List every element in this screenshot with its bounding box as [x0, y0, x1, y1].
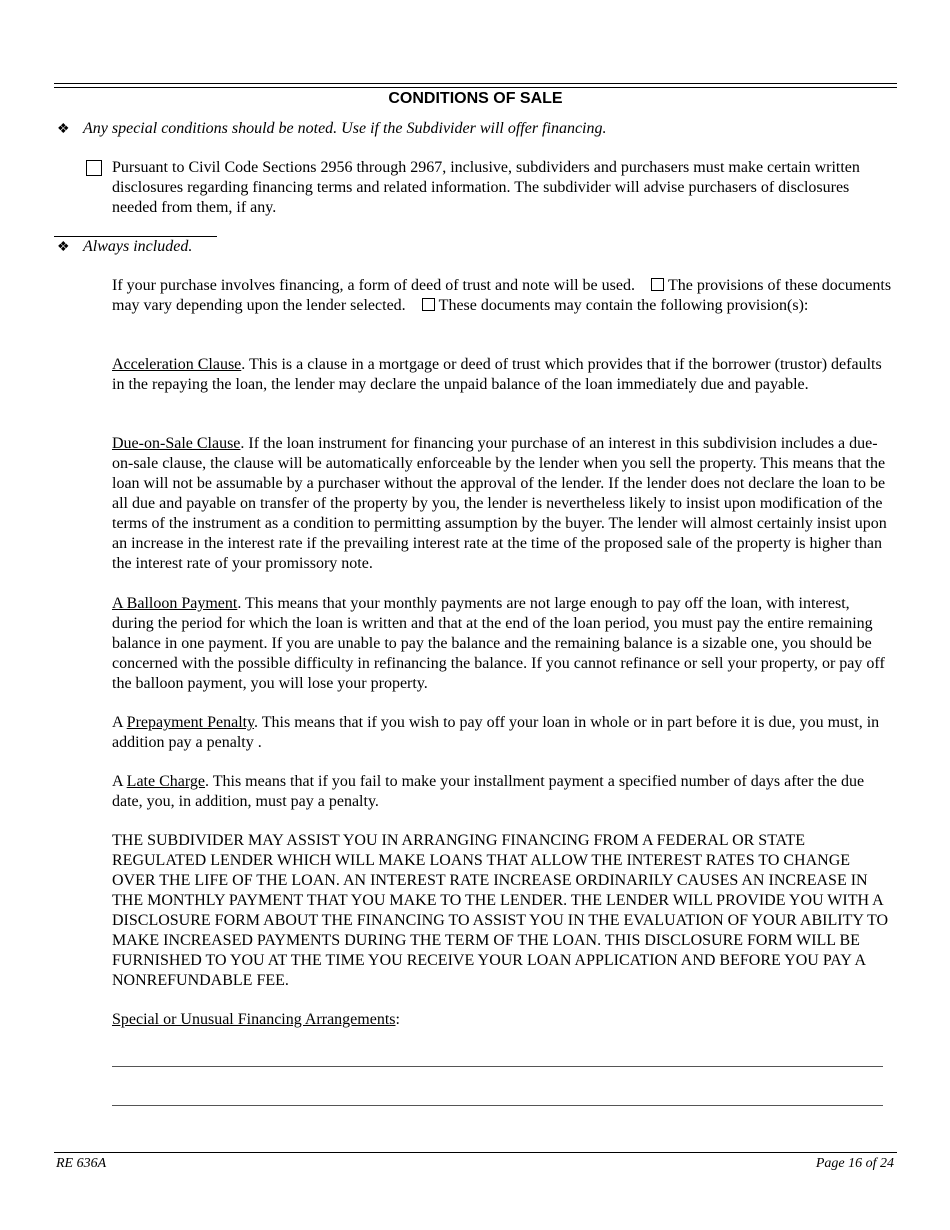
due-on-sale-term: Due-on-Sale Clause: [112, 435, 241, 452]
late-charge-prefix: A: [112, 773, 127, 790]
civil-code-checkbox[interactable]: [86, 160, 102, 176]
acceleration-paragraph: [112, 355, 892, 395]
diamond-bullet-icon: ❖: [57, 240, 70, 255]
acceleration-text: . This is a clause in a mortgage or deed of trust which provides that if the borrower (trustor) defaults in the repaying the loan, the lender may declare the unpaid balance of the loan immediately due and payable.: [112, 356, 882, 393]
footer-rule: [54, 1152, 897, 1153]
special-financing-term: Special or Unusual Financing Arrangements: [112, 1011, 396, 1028]
adjustable-rate-notice: THE SUBDIVIDER MAY ASSIST YOU IN ARRANGING FINANCING FROM A FEDERAL OR STATE REGULATED LENDER WHICH WILL MAKE LOANS THAT ALLOW THE INTEREST RATES TO CHANGE OVER THE LIFE OF THE LOAN. AN INTEREST RATE INCREASE ORDINARILY CAUSES AN INCREASE IN THE MONTHLY PAYMENT THAT YOU MAKE TO THE LENDER. THE LENDER WILL PROVIDE YOU WITH A DISCLOSURE FORM ABOUT THE FINANCING TO ASSIST YOU IN THE EVALUATION OF YOUR ABILITY TO MAKE INCREASED PAYMENTS DURING THE TERM OF THE LOAN. THIS DISCLOSURE FORM WILL BE FURNISHED TO YOU AT THE TIME YOU RECEIVE YOUR LOAN APPLICATION AND BEFORE YOU PAY A NONREFUNDABLE FEE.: [112, 832, 889, 989]
balloon-text: . This means that your monthly payments are not large enough to pay off the loan, with interest, during the period for which the loan is written and that at the end of the loan period, you must pay the entire remaining balance in one payment. If you are unable to pay the balance and the remaining balance is a sizable one, you should be concerned with the possible difficulty in refinancing the balance. If you cannot refinance or sell your property, or pay off the balloon payment, you will lose your property.: [112, 595, 885, 692]
special-financing-label: [112, 1010, 892, 1030]
balloon-term: A Balloon Payment: [112, 595, 238, 612]
top-double-rule-upper: [54, 83, 897, 84]
due-on-sale-text: . If the loan instrument for financing your purchase of an interest in this subdivision includes a due-on-sale clause, the clause will be automatically enforceable by the lender when you sell the property. This means that the loan will not be assumable by a purchaser without the approval of the lender. If the lender does not declare the loan to be all due and payable on transfer of the property by you, the lender is nevertheless likely to insist upon modification of the terms of the instrument as a condition to permitting assumption by the buyer. The lender will almost certainly insist upon an increase in the interest rate if the prevailing interest rate at the time of the proposed sale of the property is higher than the interest rate of your promissory note.: [112, 435, 887, 572]
late-charge-term: Late Charge: [126, 773, 206, 790]
financing-paragraph: [112, 276, 892, 316]
balloon-paragraph: [112, 594, 892, 694]
late-charge-paragraph: [112, 772, 892, 812]
special-financing-line-1[interactable]: [112, 1066, 883, 1067]
bullet-always-included-text: Always included.: [83, 238, 193, 255]
acceleration-term: Acceleration Clause: [112, 356, 242, 373]
special-financing-colon: :: [395, 1011, 400, 1028]
diamond-bullet-icon: ❖: [57, 122, 70, 137]
contain-provisions-checkbox[interactable]: [422, 298, 435, 311]
financing-text-part2: The provisions of these documents may vary depending upon the lender selected.: [112, 277, 892, 314]
special-financing-line-2[interactable]: [112, 1105, 883, 1106]
prepayment-term: Prepayment Penalty: [126, 714, 255, 731]
bullet-always-included: [57, 237, 192, 258]
financing-text-part1: If your purchase involves financing, a form of deed of trust and note will be used.: [112, 277, 635, 294]
late-charge-text: . This means that if you fail to make your installment payment a specified number of days after the due date, you, in addition, must pay a penalty.: [112, 773, 865, 810]
due-on-sale-paragraph: [112, 434, 892, 574]
prepayment-paragraph: [112, 713, 892, 753]
financing-text-part3: These documents may contain the following provision(s):: [438, 297, 809, 314]
civil-code-paragraph: Pursuant to Civil Code Sections 2956 through 2967, inclusive, subdividers and purchasers must make certain written disclosures regarding financing terms and related information. The subdivider will advise purchasers of disclosures needed from them, if any.: [112, 159, 860, 216]
bullet-special-conditions: [57, 119, 606, 140]
prepayment-prefix: A: [112, 714, 127, 731]
bullet-special-conditions-text: Any special conditions should be noted. Use if the Subdivider will offer financing.: [83, 120, 607, 137]
page-number: Page 16 of 24: [815, 1156, 894, 1171]
form-id: RE 636A: [56, 1156, 107, 1171]
section-title: CONDITIONS OF SALE: [388, 90, 563, 107]
top-double-rule-lower: [54, 87, 897, 88]
provisions-checkbox[interactable]: [651, 278, 664, 291]
prepayment-text: . This means that if you wish to pay off your loan in whole or in part before it is due, you must, in addition pay a penalty .: [112, 714, 880, 751]
